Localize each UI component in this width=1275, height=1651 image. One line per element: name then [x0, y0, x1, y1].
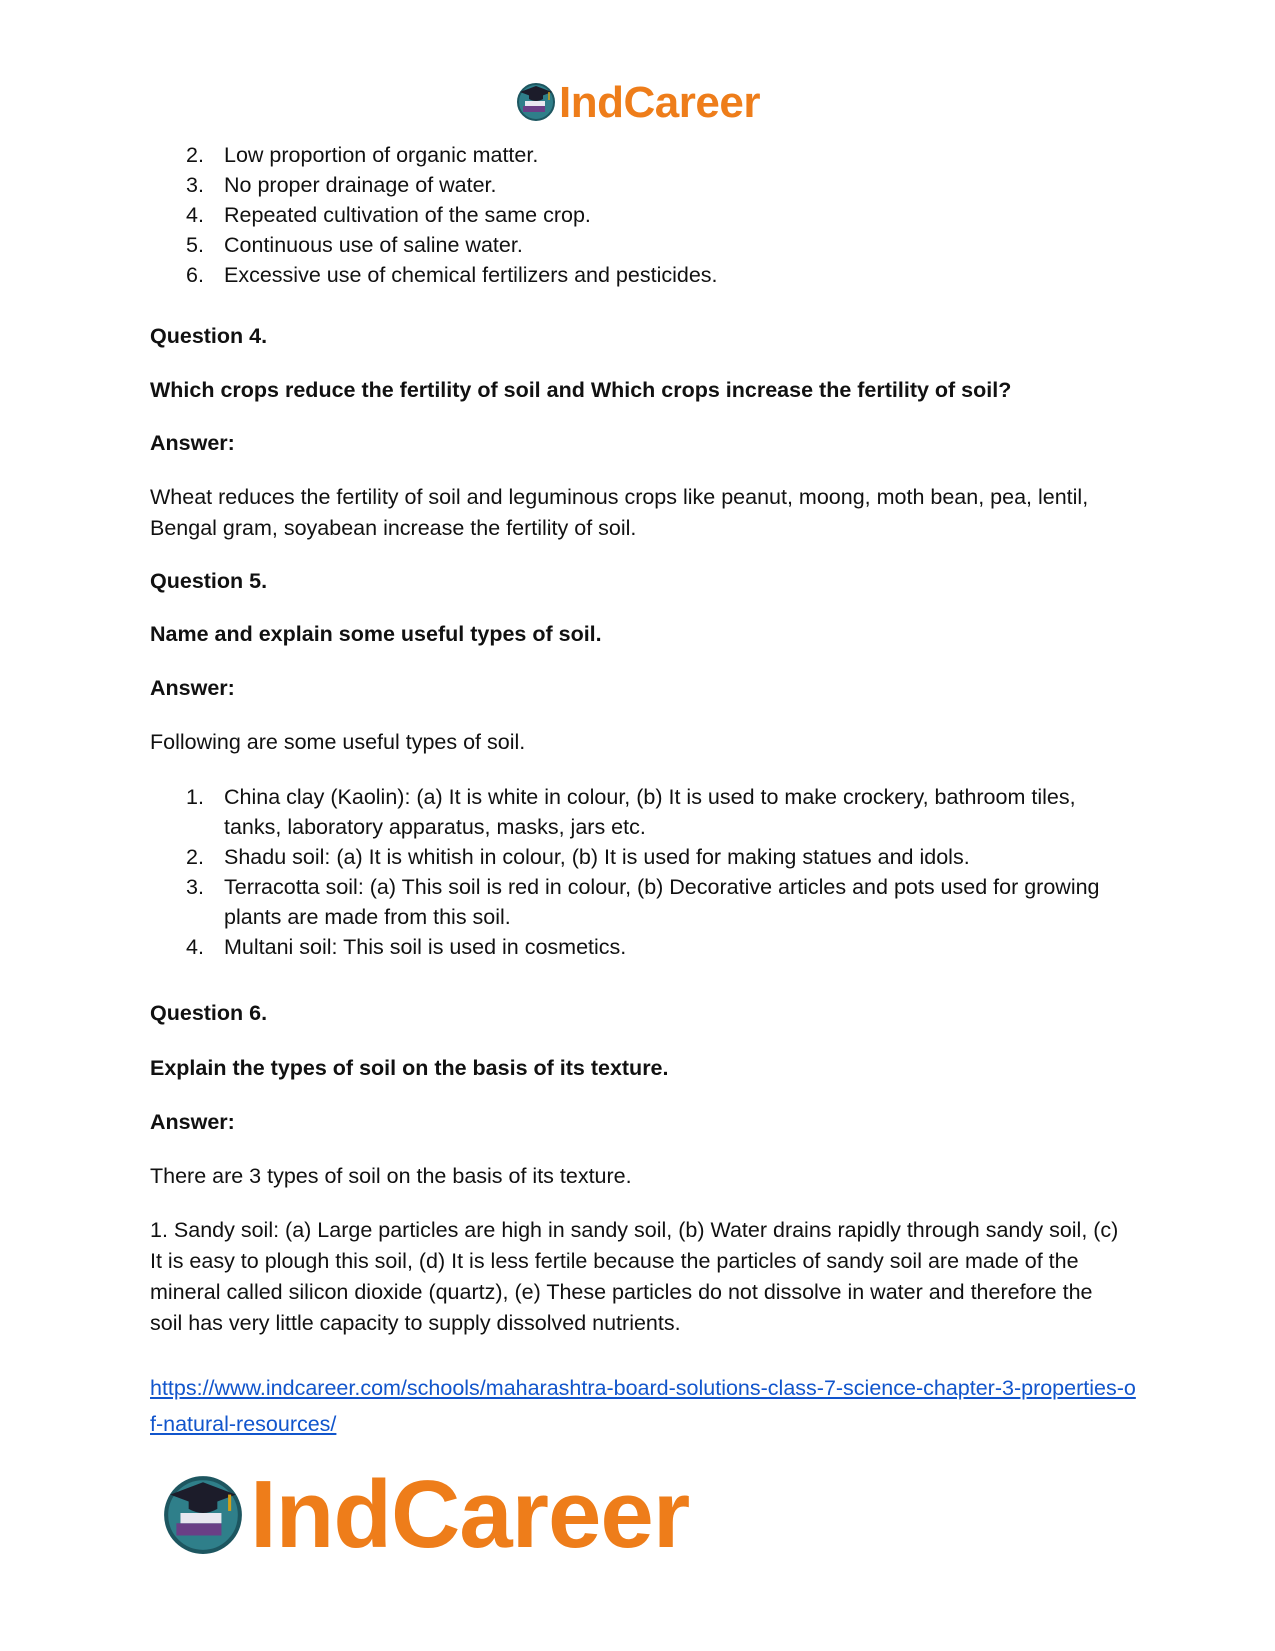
soil-degradation-list [150, 140, 1130, 290]
question-4-heading: Question 4. [150, 324, 268, 348]
list-item: 5. Continuous use of saline water. [186, 232, 523, 257]
question-6-answer-label: Answer: [150, 1110, 235, 1134]
question-6-text: Explain the types of soil on the basis of its texture. [150, 1056, 669, 1080]
list-item: 2. Low proportion of organic matter. [186, 143, 539, 167]
list-item: 4. Repeated cultivation of the same crop. [186, 202, 591, 227]
question-6-intro: There are 3 types of soil on the basis of its texture. [150, 1164, 632, 1188]
question-6-heading: Question 6. [150, 1001, 268, 1025]
question-6-sandy-soil: 1. Sandy soil: (a) Large particles are high in sandy soil, (b) Water drains rapidly through sandy soil, (c) It is easy to plough this soil, (d) It is less fertile because the particles of sandy soil are made of the mineral called silicon dioxide (quartz), (e) These particles do not dissolve in water and therefore the soil has very little capacity to supply dissolved nutrients. [150, 1218, 1119, 1335]
list-item: 3. No proper drainage of water. [186, 172, 497, 197]
question-5-intro: Following are some useful types of soil. [150, 730, 526, 754]
list-item: 1. China clay (Kaolin): (a) It is white in colour, (b) It is used to make crockery, bathroom tiles, tanks, laboratory apparatus, masks, jars etc. [186, 785, 1076, 839]
question-5-heading: Question 5. [150, 569, 268, 593]
graduation-cap-icon [515, 80, 557, 127]
graduation-cap-icon [160, 1470, 246, 1561]
list-item: 2. Shadu soil: (a) It is whitish in colour, (b) It is used for making statues and idols. [186, 845, 970, 869]
list-item: 3. Terracotta soil: (a) This soil is red in colour, (b) Decorative articles and pots used for growing plants are made from this soil. [186, 875, 1100, 929]
useful-soil-list [150, 782, 1130, 962]
brand-name: IndCareer [559, 78, 760, 127]
question-4-answer-label: Answer: [150, 431, 235, 455]
list-item: 4. Multani soil: This soil is used in cosmetics. [186, 935, 627, 959]
footer-logo [160, 1461, 690, 1568]
question-5-answer-label: Answer: [150, 676, 235, 700]
list-item: 6. Excessive use of chemical fertilizers and pesticides. [186, 262, 718, 287]
brand-name: IndCareer [250, 1461, 690, 1568]
source-link[interactable]: https://www.indcareer.com/schools/maharashtra-board-solutions-class-7-science-chapter-3-properties-of-natural-resources/ [150, 1376, 1136, 1436]
question-4-text: Which crops reduce the fertility of soil and Which crops increase the fertility of soil? [150, 378, 1012, 402]
header-logo [0, 78, 1275, 128]
question-5-text: Name and explain some useful types of soil. [150, 622, 602, 646]
question-4-answer: Wheat reduces the fertility of soil and leguminous crops like peanut, moong, moth bean, pea, lentil, Bengal gram, soyabean increase the fertility of soil. [150, 485, 1089, 540]
